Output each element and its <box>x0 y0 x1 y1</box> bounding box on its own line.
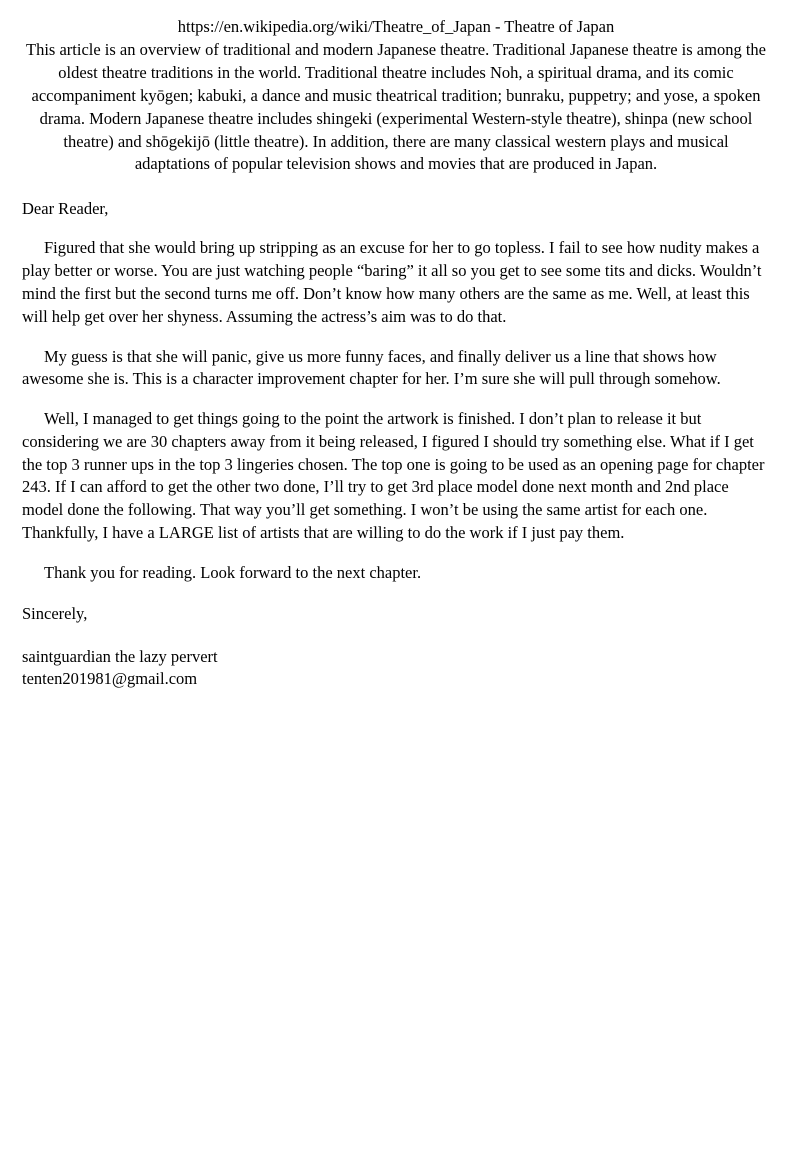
body-paragraph-1: Figured that she would bring up stripping as an excuse for her to go topless. I fail to see how nudity makes a play better or worse. You are just watching people “baring” it all so you get to see some tits and dicks. Wouldn’t mind the first but the second turns me off. Don’t know how many others are the same as me. Well, at least this will help get over her shyness. Assuming the actress’s aim was to do that. <box>22 238 762 326</box>
signature-email: tenten201981@gmail.com <box>22 668 198 688</box>
signature-block <box>22 646 770 690</box>
signature-name: saintguardian the lazy pervert <box>22 646 218 666</box>
body-paragraph-2: My guess is that she will panic, give us more funny faces, and finally deliver us a line that shows how awesome she is. This is a character improvement chapter for her. I’m sure she will pull through somehow. <box>22 346 721 389</box>
closing: Sincerely, <box>22 604 88 624</box>
article-summary: This article is an overview of traditional and modern Japanese theatre. Traditional Japanese theatre is among the oldest theatre traditions in the world. Traditional theatre includes Noh, a spiritual drama, and its comic accompaniment kyōgen; kabuki, a dance and music theatrical tradition; bunraku, puppetry; and yose, a spoken drama. Modern Japanese theatre includes shingeki (experimental Western-style theatre), shinpa (new school theatre) and shōgekijō (little theatre). In addition, there are many classical western plays and musical adaptations of popular television shows and movies that are produced in Japan. <box>26 40 766 174</box>
salutation: Dear Reader, <box>22 199 109 219</box>
source-url-header: https://en.wikipedia.org/wiki/Theatre_of_Japan - Theatre of Japan <box>177 17 615 36</box>
spacer <box>22 176 770 198</box>
body-paragraph-4: Thank you for reading. Look forward to the next chapter. <box>44 562 422 582</box>
body-paragraph-3: Well, I managed to get things going to the point the artwork is finished. I don’t plan to release it but considering we are 30 chapters away from it being released, I figured I should try something else. What if I get the top 3 runner ups in the top 3 lingeries chosen. The top one is going to be used as an opening page for chapter 243. If I can afford to get the other two done, I’ll try to get 3rd place model done next month and 2nd place model done the following. That way you’ll get something. I won’t be using the same artist for each one. Thankfully, I have a LARGE list of artists that are willing to do the work if I just pay them. <box>22 409 765 542</box>
